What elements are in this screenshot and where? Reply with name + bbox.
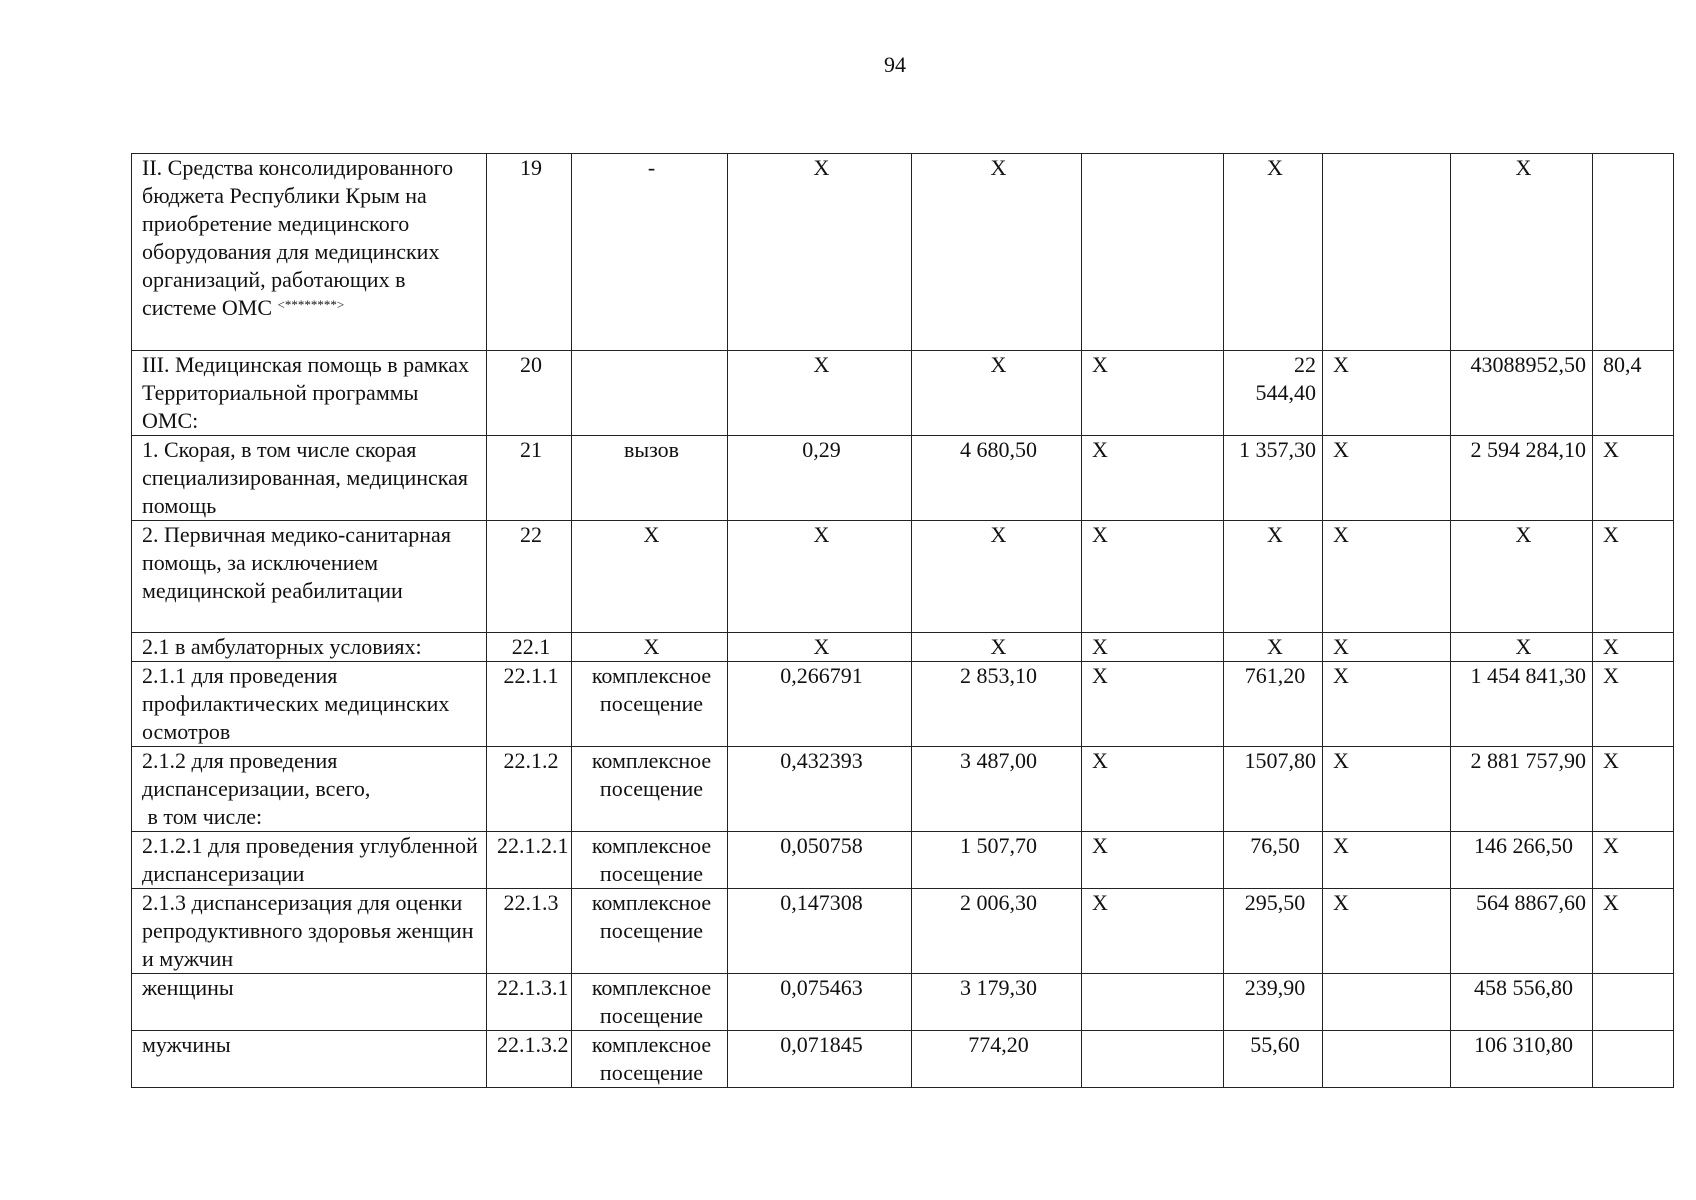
oms-per-capita-cell: Х xyxy=(1224,521,1323,633)
table-row xyxy=(132,974,1674,1031)
oms-per-capita-cell: 239,90 xyxy=(1224,974,1323,1031)
budget-total-cell: Х xyxy=(1323,662,1451,747)
row-name: 2.1.1 для проведения профилактических медицинских осмотров xyxy=(132,662,487,747)
oms-total-cell: Х xyxy=(1451,521,1593,633)
row-number: 22.1.3.2 xyxy=(487,1031,572,1088)
budget-total-cell: Х xyxy=(1323,747,1451,832)
cost-cell: Х xyxy=(912,633,1082,662)
row-name: 2.1.2 для проведения диспансеризации, всего, в том числе: xyxy=(132,747,487,832)
row-name: 2.1 в амбулаторных условиях: xyxy=(132,633,487,662)
unit-cell: комплексное посещение xyxy=(572,832,728,889)
oms-per-capita-cell: 55,60 xyxy=(1224,1031,1323,1088)
volume-cell: 0,075463 xyxy=(728,974,912,1031)
unit-cell: комплексное посещение xyxy=(572,662,728,747)
volume-cell: 0,266791 xyxy=(728,662,912,747)
table-row xyxy=(132,154,1674,351)
percent-cell: Х xyxy=(1593,521,1674,633)
cost-cell: 1 507,70 xyxy=(912,832,1082,889)
budget-per-capita-cell: Х xyxy=(1082,633,1224,662)
oms-per-capita-cell: 76,50 xyxy=(1224,832,1323,889)
row-number: 22.1.2.1 xyxy=(487,832,572,889)
unit-cell xyxy=(572,351,728,436)
budget-per-capita-cell: Х xyxy=(1082,747,1224,832)
oms-total-cell: 43088952,50 xyxy=(1451,351,1593,436)
percent-cell: Х xyxy=(1593,633,1674,662)
volume-cell: 0,29 xyxy=(728,436,912,521)
row-name: 2.1.2.1 для проведения углубленной диспансеризации xyxy=(132,832,487,889)
budget-per-capita-cell: Х xyxy=(1082,521,1224,633)
row-number: 19 xyxy=(487,154,572,351)
table-row xyxy=(132,351,1674,436)
oms-per-capita-cell: 761,20 xyxy=(1224,662,1323,747)
footnote-mark: <********> xyxy=(277,297,345,312)
page-number: 94 xyxy=(884,52,906,77)
budget-per-capita-cell: Х xyxy=(1082,889,1224,974)
oms-total-cell: 564 8867,60 xyxy=(1451,889,1593,974)
oms-per-capita-cell: 1507,80 xyxy=(1224,747,1323,832)
budget-per-capita-cell: Х xyxy=(1082,351,1224,436)
row-number: 22.1 xyxy=(487,633,572,662)
unit-cell: комплексное посещение xyxy=(572,1031,728,1088)
cost-cell: 2 006,30 xyxy=(912,889,1082,974)
budget-per-capita-cell xyxy=(1082,1031,1224,1088)
row-name: II. Средства консолидированного бюджета Республики Крым на приобретение медицинского оборудования для медицинских организаций, работающих в системе ОМС <********> xyxy=(132,154,487,351)
percent-cell: Х xyxy=(1593,436,1674,521)
percent-cell: Х xyxy=(1593,747,1674,832)
row-name: мужчины xyxy=(132,1031,487,1088)
budget-total-cell: Х xyxy=(1323,351,1451,436)
unit-cell: комплексное посещение xyxy=(572,747,728,832)
oms-total-cell: 1 454 841,30 xyxy=(1451,662,1593,747)
budget-total-cell: Х xyxy=(1323,832,1451,889)
cost-cell: Х xyxy=(912,521,1082,633)
row-number: 22.1.2 xyxy=(487,747,572,832)
row-name: женщины xyxy=(132,974,487,1031)
cost-cell: 4 680,50 xyxy=(912,436,1082,521)
percent-cell: Х xyxy=(1593,889,1674,974)
oms-per-capita-cell: 1 357,30 xyxy=(1224,436,1323,521)
volume-cell: 0,147308 xyxy=(728,889,912,974)
unit-cell: вызов xyxy=(572,436,728,521)
row-number: 20 xyxy=(487,351,572,436)
volume-cell: Х xyxy=(728,521,912,633)
row-name: 2.1.3 диспансеризация для оценки репродуктивного здоровья женщин и мужчин xyxy=(132,889,487,974)
financing-table xyxy=(131,153,1674,1088)
cost-cell: Х xyxy=(912,154,1082,351)
row-name: 2. Первичная медико-санитарная помощь, за исключением медицинской реабилитации xyxy=(132,521,487,633)
budget-per-capita-cell: Х xyxy=(1082,436,1224,521)
oms-total-cell: Х xyxy=(1451,154,1593,351)
oms-total-cell: 146 266,50 xyxy=(1451,832,1593,889)
cost-cell: 774,20 xyxy=(912,1031,1082,1088)
volume-cell: Х xyxy=(728,633,912,662)
table-row xyxy=(132,889,1674,974)
table-row xyxy=(132,747,1674,832)
oms-total-cell: Х xyxy=(1451,633,1593,662)
row-number: 22.1.3.1 xyxy=(487,974,572,1031)
volume-cell: Х xyxy=(728,154,912,351)
budget-total-cell: Х xyxy=(1323,633,1451,662)
unit-cell: комплексное посещение xyxy=(572,889,728,974)
budget-per-capita-cell: Х xyxy=(1082,662,1224,747)
volume-cell: Х xyxy=(728,351,912,436)
budget-total-cell xyxy=(1323,974,1451,1031)
oms-total-cell: 2 881 757,90 xyxy=(1451,747,1593,832)
budget-total-cell xyxy=(1323,154,1451,351)
cost-cell: 2 853,10 xyxy=(912,662,1082,747)
row-name: III. Медицинская помощь в рамках Территориальной программы ОМС: xyxy=(132,351,487,436)
budget-total-cell: Х xyxy=(1323,436,1451,521)
oms-total-cell: 458 556,80 xyxy=(1451,974,1593,1031)
budget-total-cell: Х xyxy=(1323,521,1451,633)
table-row xyxy=(132,1031,1674,1088)
budget-total-cell xyxy=(1323,1031,1451,1088)
unit-cell: комплексное посещение xyxy=(572,974,728,1031)
unit-cell: - xyxy=(572,154,728,351)
percent-cell: 80,4 xyxy=(1593,351,1674,436)
percent-cell: Х xyxy=(1593,832,1674,889)
cost-cell: 3 179,30 xyxy=(912,974,1082,1031)
unit-cell: Х xyxy=(572,633,728,662)
table-row xyxy=(132,662,1674,747)
row-number: 22 xyxy=(487,521,572,633)
oms-per-capita-cell: Х xyxy=(1224,633,1323,662)
percent-cell xyxy=(1593,1031,1674,1088)
table-body xyxy=(132,154,1674,1088)
oms-total-cell: 106 310,80 xyxy=(1451,1031,1593,1088)
oms-per-capita-cell: Х xyxy=(1224,154,1323,351)
budget-per-capita-cell xyxy=(1082,974,1224,1031)
percent-cell: Х xyxy=(1593,662,1674,747)
oms-per-capita-cell: 22 544,40 xyxy=(1224,351,1323,436)
table-row xyxy=(132,436,1674,521)
percent-cell xyxy=(1593,974,1674,1031)
table-row xyxy=(132,633,1674,662)
budget-per-capita-cell: Х xyxy=(1082,832,1224,889)
table-row xyxy=(132,832,1674,889)
row-number: 21 xyxy=(487,436,572,521)
table-row xyxy=(132,521,1674,633)
row-name: 1. Скорая, в том числе скорая специализированная, медицинская помощь xyxy=(132,436,487,521)
unit-cell: Х xyxy=(572,521,728,633)
oms-total-cell: 2 594 284,10 xyxy=(1451,436,1593,521)
budget-total-cell: Х xyxy=(1323,889,1451,974)
row-number: 22.1.3 xyxy=(487,889,572,974)
cost-cell: 3 487,00 xyxy=(912,747,1082,832)
volume-cell: 0,432393 xyxy=(728,747,912,832)
oms-per-capita-cell: 295,50 xyxy=(1224,889,1323,974)
volume-cell: 0,050758 xyxy=(728,832,912,889)
budget-per-capita-cell xyxy=(1082,154,1224,351)
row-number: 22.1.1 xyxy=(487,662,572,747)
percent-cell xyxy=(1593,154,1674,351)
volume-cell: 0,071845 xyxy=(728,1031,912,1088)
cost-cell: Х xyxy=(912,351,1082,436)
